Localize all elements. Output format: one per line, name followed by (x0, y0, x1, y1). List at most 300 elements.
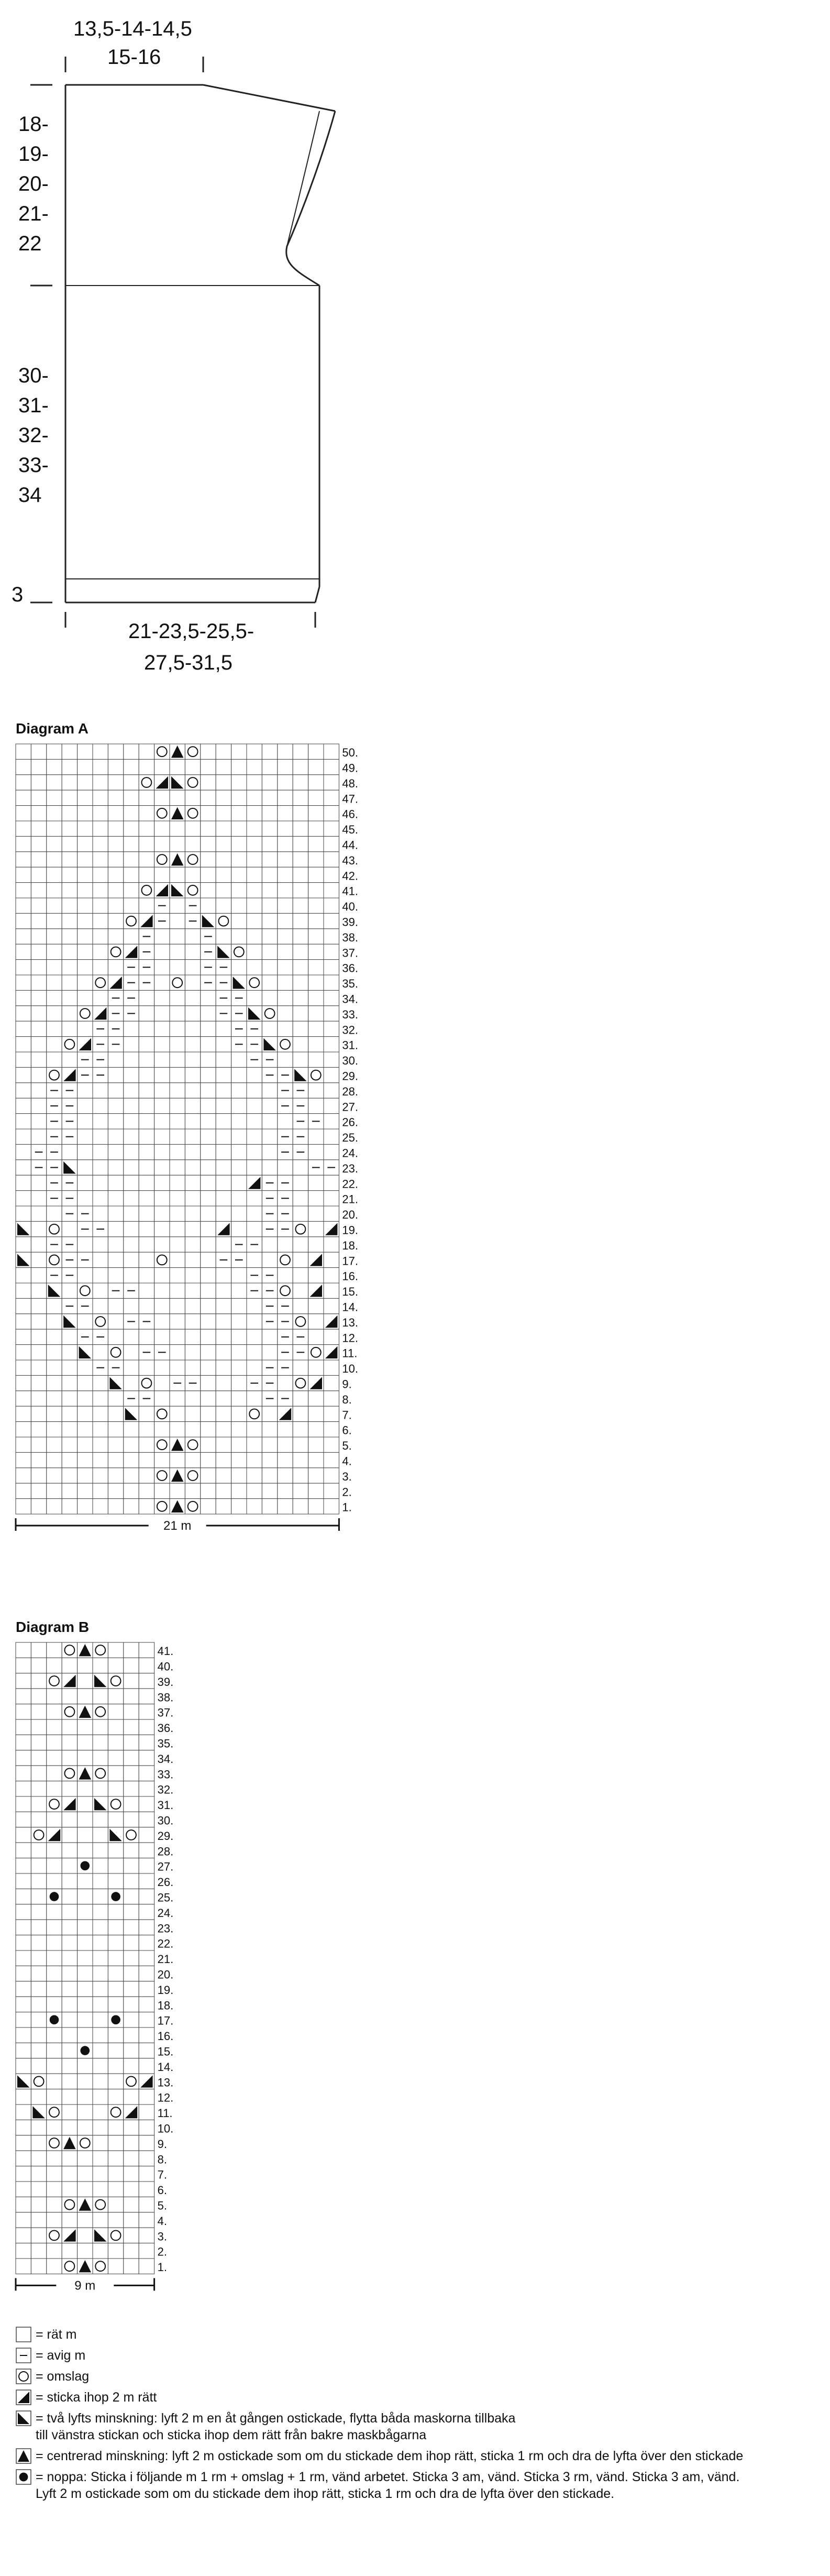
row-number-label: 6. (342, 1423, 352, 1437)
chart-cell (201, 852, 216, 867)
chart-cell (139, 1067, 154, 1082)
chart-cell (293, 836, 308, 851)
chart-cell (31, 744, 46, 759)
bobble-symbol (111, 1892, 120, 1901)
chart-cell (31, 1689, 46, 1704)
chart-cell (247, 1391, 262, 1406)
chart-cell (231, 1422, 247, 1437)
chart-cell (78, 744, 93, 759)
chart-cell (308, 1144, 324, 1159)
chart-cell (139, 1950, 154, 1966)
chart-cell (31, 1098, 46, 1113)
row-number-label: 16. (157, 2030, 174, 2043)
chart-cell (31, 1843, 46, 1858)
chart-cell (278, 1268, 293, 1283)
chart-cell (139, 2212, 154, 2228)
chart-cell (47, 1006, 62, 1021)
row-number-label: 27. (342, 1100, 358, 1114)
chart-cell (154, 1268, 170, 1283)
chart-cell (78, 1268, 93, 1283)
chart-cell (139, 1704, 154, 1719)
chart-cell (262, 1406, 277, 1421)
chart-cell (47, 1843, 62, 1858)
chart-cell (216, 1422, 231, 1437)
row-number-label: 15. (342, 1285, 358, 1299)
chart-cell (124, 1781, 139, 1796)
chart-cell (139, 1735, 154, 1750)
chart-cell (201, 1237, 216, 1252)
chart-cell (231, 1391, 247, 1406)
chart-cell (170, 1283, 185, 1298)
chart-cell (124, 1345, 139, 1360)
chart-cell (139, 821, 154, 836)
chart-cell (108, 960, 123, 975)
chart-cell (201, 1406, 216, 1421)
row-number-label: 4. (157, 2214, 167, 2228)
chart-cell (216, 1468, 231, 1483)
chart-cell (78, 775, 93, 790)
chart-cell (93, 883, 108, 898)
chart-cell (262, 1144, 277, 1159)
chart-cell (139, 1781, 154, 1796)
chart-cell (93, 2166, 108, 2182)
chart-cell (62, 1873, 77, 1889)
chart-cell (185, 821, 200, 836)
chart-cell (93, 2243, 108, 2259)
chart-cell (62, 1735, 77, 1750)
chart-cell (293, 1191, 308, 1206)
chart-cell (47, 1858, 62, 1873)
row-number-label: 6. (157, 2184, 167, 2197)
chart-cell (324, 1483, 339, 1498)
chart-cell (62, 2104, 77, 2120)
chart-cell (170, 1483, 185, 1498)
chart-cell (78, 960, 93, 975)
chart-cell (108, 2243, 123, 2259)
chart-cell (293, 1391, 308, 1406)
chart-cell (170, 898, 185, 913)
chart-cell (139, 867, 154, 882)
chart-cell (78, 975, 93, 990)
chart-cell (170, 990, 185, 1005)
chart-cell (201, 790, 216, 805)
legend-text: = sticka ihop 2 m rätt (36, 2390, 157, 2405)
chart-cell (201, 1206, 216, 1221)
chart-cell (16, 1735, 31, 1750)
chart-cell (93, 2120, 108, 2135)
chart-cell (47, 960, 62, 975)
chart-cell (154, 1283, 170, 1298)
chart-cell (47, 1966, 62, 1981)
chart-cell (231, 821, 247, 836)
chart-cell (93, 1098, 108, 1113)
chart-cell (93, 1843, 108, 1858)
chart-cell (78, 2120, 93, 2135)
chart-cell (108, 744, 123, 759)
row-number-label: 20. (342, 1208, 358, 1222)
chart-cell (31, 2135, 46, 2151)
chart-cell (247, 929, 262, 944)
armhole-height-label-5: 22 (18, 232, 42, 255)
chart-cell (47, 1750, 62, 1766)
chart-cell (262, 913, 277, 928)
chart-cell (62, 2243, 77, 2259)
chart-cell (16, 1827, 31, 1843)
chart-cell (78, 852, 93, 867)
chart-cell (78, 1796, 93, 1812)
chart-cell (124, 2120, 139, 2135)
chart-cell (47, 929, 62, 944)
chart-cell (62, 1499, 77, 1514)
chart-cell (47, 1499, 62, 1514)
chart-cell (31, 944, 46, 959)
chart-cell (231, 806, 247, 821)
chart-cell (16, 2027, 31, 2043)
chart-cell (293, 821, 308, 836)
chart-cell (293, 1437, 308, 1452)
chart-cell (47, 2243, 62, 2259)
chart-cell (16, 1021, 31, 1036)
chart-cell (201, 1468, 216, 1483)
chart-cell (47, 1483, 62, 1498)
chart-cell (16, 1406, 31, 1421)
chart-cell (170, 867, 185, 882)
legend-item (16, 2326, 822, 2343)
chart-cell (293, 1252, 308, 1267)
row-number-label: 40. (157, 1660, 174, 1673)
chart-cell (216, 852, 231, 867)
chart-cell (124, 2027, 139, 2043)
chart-cell (185, 1067, 200, 1082)
legend-item (16, 2368, 822, 2385)
chart-cell (108, 806, 123, 821)
chart-cell (93, 867, 108, 882)
body-length-label-5: 34 (18, 484, 42, 507)
chart-cell (108, 2182, 123, 2197)
chart-cell (324, 806, 339, 821)
chart-cell (16, 990, 31, 1005)
row-number-label: 22. (157, 1937, 174, 1950)
chart-cell (231, 1452, 247, 1467)
chart-cell (324, 1037, 339, 1052)
chart-cell (231, 1083, 247, 1098)
row-number-label: 2. (342, 1485, 352, 1499)
chart-cell (124, 1719, 139, 1735)
chart-cell (247, 1206, 262, 1221)
chart-cell (139, 1114, 154, 1129)
chart-cell (139, 1252, 154, 1267)
chart-cell (31, 913, 46, 928)
chart-cell (124, 1689, 139, 1704)
chart-cell (16, 1191, 31, 1206)
chart-cell (308, 1221, 324, 1236)
chart-cell (293, 913, 308, 928)
chart-cell (47, 1021, 62, 1036)
chart-cell (62, 821, 77, 836)
chart-cell (108, 1406, 123, 1421)
chart-cell (154, 1037, 170, 1052)
chart-cell (78, 1160, 93, 1175)
row-number-label: 1. (157, 2261, 167, 2274)
chart-cell (201, 1329, 216, 1344)
chart-cell (308, 1499, 324, 1514)
chart-cell (124, 898, 139, 913)
chart-cell (308, 1052, 324, 1067)
chart-cell (278, 1237, 293, 1252)
chart-cell (278, 944, 293, 959)
chart-cell (247, 1114, 262, 1129)
chart-cell (170, 1114, 185, 1129)
chart-cell (93, 990, 108, 1005)
chart-cell (124, 1175, 139, 1190)
chart-cell (201, 1422, 216, 1437)
chart-cell (308, 775, 324, 790)
shoulder-width-label: 15-16 (107, 46, 161, 69)
legend-item (16, 2469, 822, 2502)
chart-cell (201, 806, 216, 821)
chart-cell (185, 975, 200, 990)
row-number-label: 42. (342, 869, 358, 883)
chart-cell (108, 1114, 123, 1129)
chart-cell (324, 883, 339, 898)
row-number-label: 7. (342, 1408, 352, 1422)
chart-cell (216, 1345, 231, 1360)
chart-cell (170, 1006, 185, 1021)
chart-cell (139, 1673, 154, 1689)
chart-cell (93, 1160, 108, 1175)
chart-cell (293, 1468, 308, 1483)
chart-cell (216, 1237, 231, 1252)
chart-cell (31, 1021, 46, 1036)
chart-cell (108, 1329, 123, 1344)
chart-cell (31, 1237, 46, 1252)
chart-cell (262, 1237, 277, 1252)
row-number-label: 48. (342, 776, 358, 790)
chart-cell (16, 1843, 31, 1858)
row-number-label: 17. (342, 1254, 358, 1268)
chart-cell (108, 1391, 123, 1406)
chart-cell (47, 2197, 62, 2212)
chart-cell (308, 806, 324, 821)
chart-cell (93, 2058, 108, 2074)
chart-cell (154, 1129, 170, 1144)
chart-cell (31, 1052, 46, 1067)
chart-cell (293, 1237, 308, 1252)
row-number-label: 44. (342, 838, 358, 852)
chart-cell (62, 883, 77, 898)
chart-cell (324, 1098, 339, 1113)
chart-cell (93, 1391, 108, 1406)
chart-cell (293, 1206, 308, 1221)
body-length-label-3: 32- (18, 424, 49, 447)
chart-cell (31, 1796, 46, 1812)
chart-cell (278, 806, 293, 821)
chart-cell (139, 1437, 154, 1452)
chart-cell (154, 759, 170, 774)
chart-cell (201, 898, 216, 913)
chart-cell (139, 1083, 154, 1098)
chart-cell (293, 759, 308, 774)
chart-cell (78, 806, 93, 821)
chart-cell (231, 1437, 247, 1452)
row-number-label: 30. (157, 1814, 174, 1827)
chart-cell (278, 1452, 293, 1467)
row-number-label: 19. (342, 1223, 358, 1237)
row-number-label: 19. (157, 1983, 174, 1997)
chart-cell (170, 1329, 185, 1344)
chart-cell (47, 1314, 62, 1329)
chart-cell (262, 944, 277, 959)
chart-cell (124, 1221, 139, 1236)
chart-cell (247, 1329, 262, 1344)
chart-cell (108, 1191, 123, 1206)
chart-cell (108, 1252, 123, 1267)
chart-cell (31, 1673, 46, 1689)
chart-cell (16, 852, 31, 867)
chart-cell (47, 1422, 62, 1437)
chart-cell (47, 1719, 62, 1735)
chart-cell (78, 1981, 93, 1997)
chart-cell (31, 1950, 46, 1966)
chart-cell (324, 1422, 339, 1437)
chart-cell (231, 1499, 247, 1514)
chart-cell (293, 975, 308, 990)
chart-cell (31, 1314, 46, 1329)
chart-cell (170, 1391, 185, 1406)
chart-cell (170, 1067, 185, 1082)
chart-cell (231, 1329, 247, 1344)
chart-cell (216, 1483, 231, 1498)
row-number-label: 18. (342, 1238, 358, 1252)
chart-cell (62, 867, 77, 882)
chart-cell (31, 1221, 46, 1236)
chart-cell (93, 1981, 108, 1997)
chart-cell (154, 821, 170, 836)
chart-cell (93, 790, 108, 805)
row-number-label: 37. (157, 1706, 174, 1719)
chart-cell (231, 1314, 247, 1329)
chart-cell (93, 1827, 108, 1843)
chart-cell (185, 990, 200, 1005)
chart-cell (139, 1021, 154, 1036)
chart-cell (16, 2212, 31, 2228)
chart-cell (139, 744, 154, 759)
legend-item (16, 2410, 822, 2443)
chart-cell (62, 1827, 77, 1843)
chart-cell (31, 1719, 46, 1735)
chart-cell (31, 1904, 46, 1920)
chart-cell (324, 836, 339, 851)
chart-cell (108, 1098, 123, 1113)
chart-cell (324, 1375, 339, 1390)
chart-cell (185, 1052, 200, 1067)
chart-cell (62, 1781, 77, 1796)
chart-cell (324, 1191, 339, 1206)
row-number-label: 23. (157, 1922, 174, 1935)
chart-cell (62, 898, 77, 913)
chart-cell (124, 1021, 139, 1036)
chart-cell (262, 990, 277, 1005)
chart-cell (247, 1191, 262, 1206)
chart-cell (47, 2043, 62, 2058)
chart-cell (31, 1422, 46, 1437)
chart-cell (31, 2182, 46, 2197)
chart-cell (78, 2012, 93, 2027)
chart-cell (31, 1966, 46, 1981)
chart-cell (62, 852, 77, 867)
chart-cell (154, 1098, 170, 1113)
chart-cell (93, 1499, 108, 1514)
chart-cell (139, 1422, 154, 1437)
chart-cell (62, 836, 77, 851)
chart-cell (108, 1843, 123, 1858)
chart-cell (108, 1221, 123, 1236)
chart-cell (47, 2212, 62, 2228)
chart-cell (154, 1298, 170, 1313)
chart-cell (308, 852, 324, 867)
row-number-label: 38. (157, 1691, 174, 1704)
chart-cell (62, 1904, 77, 1920)
chart-cell (78, 759, 93, 774)
chart-cell (31, 790, 46, 805)
chart-cell (262, 836, 277, 851)
chart-cell (231, 1114, 247, 1129)
chart-cell (16, 960, 31, 975)
chart-cell (139, 2135, 154, 2151)
chart-cell (62, 1221, 77, 1236)
row-number-label: 9. (342, 1377, 352, 1391)
chart-cell (170, 1268, 185, 1283)
chart-cell (16, 1175, 31, 1190)
row-number-label: 23. (342, 1161, 358, 1175)
chart-cell (108, 1144, 123, 1159)
chart-cell (108, 1750, 123, 1766)
legend-symbol-icon (16, 2389, 31, 2405)
chart-cell (247, 759, 262, 774)
legend-item (16, 2347, 822, 2364)
chart-cell (324, 1175, 339, 1190)
chart-cell (139, 1468, 154, 1483)
chart-cell (185, 1237, 200, 1252)
chart-cell (78, 1406, 93, 1421)
chart-cell (31, 1037, 46, 1052)
chart-cell (170, 1206, 185, 1221)
chart-cell (31, 1981, 46, 1997)
chart-cell (31, 2043, 46, 2058)
chart-cell (170, 1129, 185, 1144)
chart-cell (16, 1719, 31, 1735)
chart-cell (139, 2259, 154, 2274)
chart-cell (124, 1904, 139, 1920)
chart-cell (31, 775, 46, 790)
row-number-label: 18. (157, 1999, 174, 2012)
chart-cell (201, 1314, 216, 1329)
chart-cell (201, 867, 216, 882)
chart-cell (78, 1950, 93, 1966)
chart-cell (62, 1981, 77, 1997)
symbol-legend (16, 2326, 822, 2506)
chart-cell (93, 852, 108, 867)
chart-cell (139, 1221, 154, 1236)
chart-cell (93, 1468, 108, 1483)
chart-cell (170, 1021, 185, 1036)
chart-cell (93, 1422, 108, 1437)
chart-cell (262, 1422, 277, 1437)
row-number-label: 45. (342, 823, 358, 837)
chart-cell (185, 790, 200, 805)
bobble-symbol (80, 2046, 90, 2055)
chart-cell (16, 1781, 31, 1796)
